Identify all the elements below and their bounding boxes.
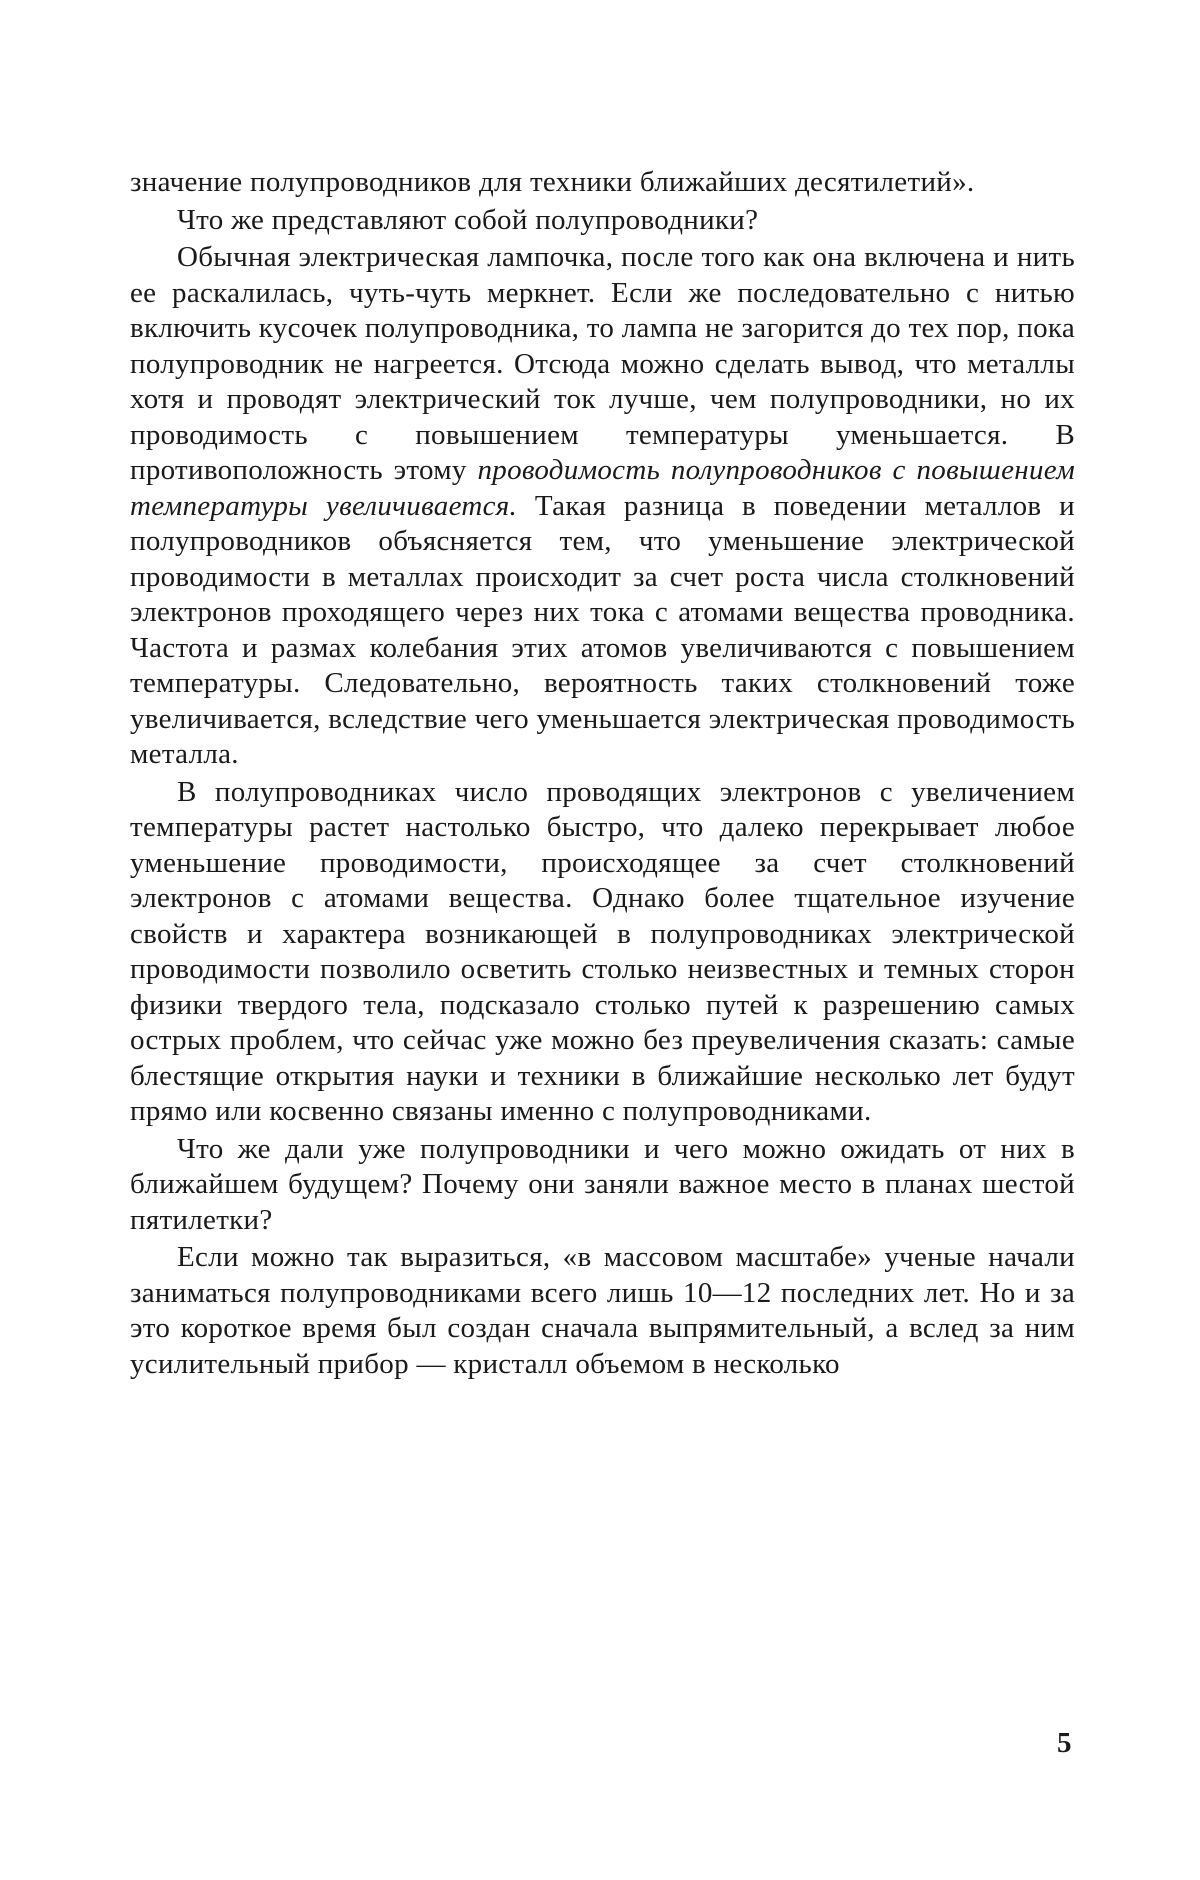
paragraph-semiconductor-electrons: В полупроводниках число проводящих электронов с увеличением температуры растет настолько быстро, что далеко перекрывает любое уменьшение проводимости, происходящее за счет столкновений электронов с атомами вещества. Однако более тщательное изучение свойств и характера возникающей в полупроводниках электрической проводимости позволило осветить столько неизвестных и темных сторон физики твердого тела, подсказало столько путей к разрешению самых острых проблем, что сейчас уже можно без преувеличения сказать: самые блестящие открытия науки и техники в ближайшие несколько лет будут прямо или косвенно связаны именно с полупроводниками. bbox=[130, 775, 1075, 1127]
page-number: 5 bbox=[1057, 1727, 1072, 1759]
paragraph-lamp-text: Обычная электрическая лампочка, после того как она включена и нить ее раскалилась, чуть-чуть меркнет. Если же последовательно с нитью включить кусочек полупроводника, то лампа не загорится до тех пор, пока полупроводник не нагреется. Отсюда можно сделать вывод, что металлы хотя и проводят электрический ток лучше, чем полупроводники, но их проводимость с повышением температуры уменьшается. В противоположность этому bbox=[130, 241, 1075, 486]
paragraph-lamp-text-continued: Такая разница в поведении металлов и полупроводников объясняется тем, что уменьшение электрической проводимости в металлах происходит за счет роста числа столкновений электронов проходящего через них тока с атомами вещества проводника. Частота и размах колебания этих атомов увеличиваются с повышением температуры. Следовательно, вероятность таких столкновений тоже увеличивается, вследствие чего уменьшается электрическая проводимость металла. bbox=[130, 489, 1075, 770]
paragraph-future-question: Что же дали уже полупроводники и чего можно ожидать от них в ближайшем будущем? Почему они заняли важное место в планах шестой пятилетки? bbox=[130, 1132, 1075, 1236]
paragraph-history: Если можно так выразиться, «в массовом масштабе» ученые начали заниматься полупроводниками всего лишь 10—12 последних лет. Но и за это короткое время был создан сначала выпрямительный, а вслед за ним усилительный прибор — кристалл объемом в несколько bbox=[130, 1241, 1075, 1380]
paragraph-continuation: значение полупроводников для техники ближайших десятилетий». bbox=[130, 166, 975, 198]
body-text bbox=[130, 165, 1075, 1384]
paragraph-lamp-experiment bbox=[130, 240, 1075, 773]
emphasized-statement: проводимость полупроводников с повышением температуры увеличивается. bbox=[130, 454, 1075, 522]
paragraph-question: Что же представляют собой полупроводники? bbox=[177, 203, 759, 236]
